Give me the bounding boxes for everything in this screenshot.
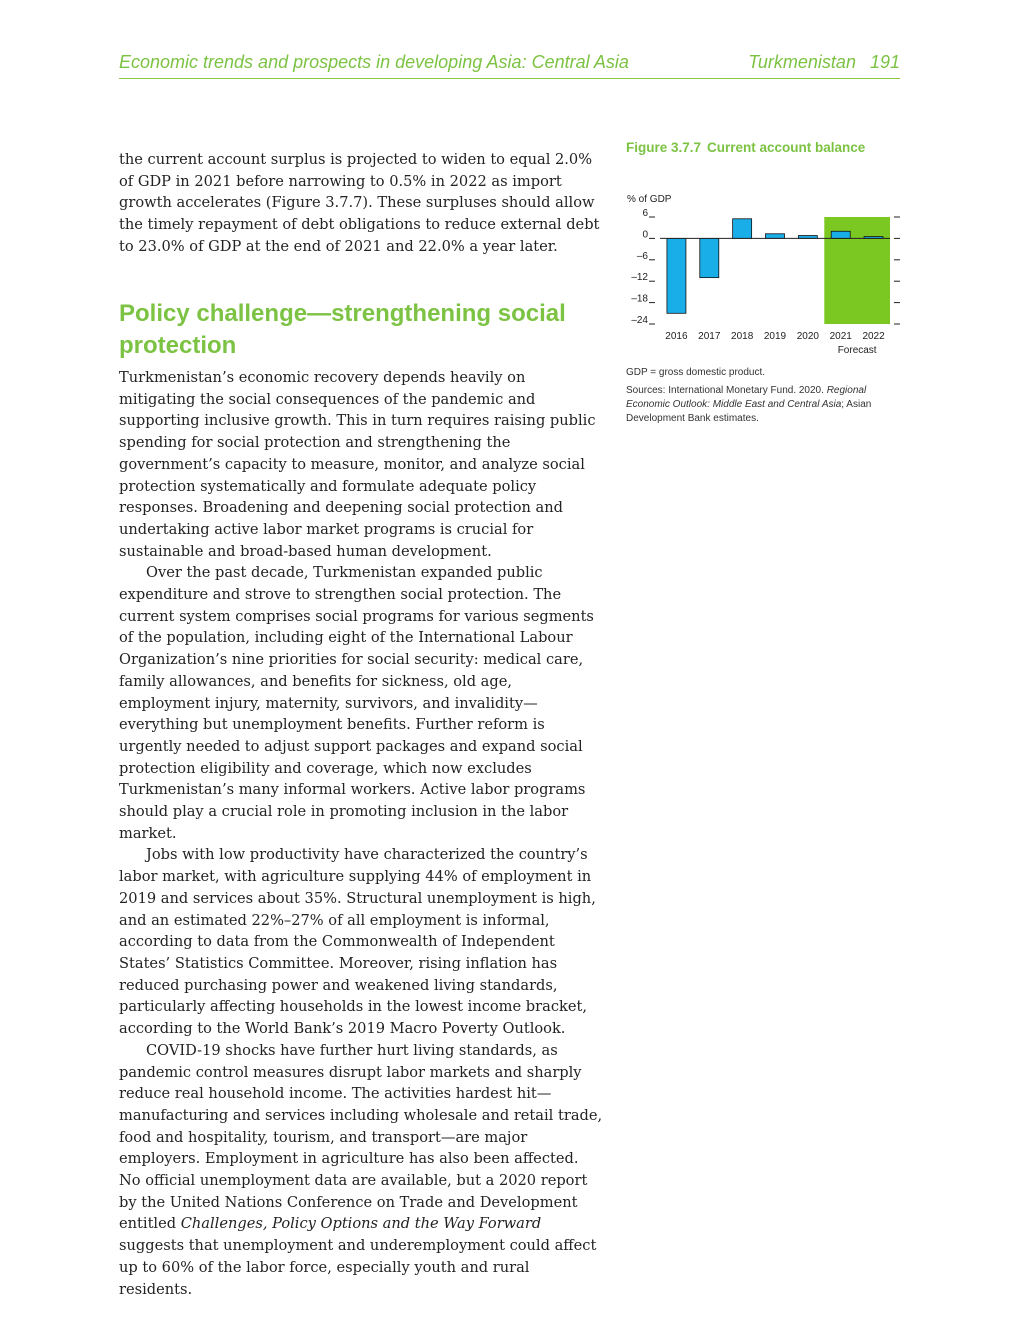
running-header-right [748,52,900,73]
x-tick-label: 2018 [731,331,754,342]
current-account-chart [626,155,901,360]
sources-title: Regional Economic Outlook: Middle East and Central Asia [626,385,867,410]
forecast-label: Forecast [837,345,877,356]
figure-number: Figure 3.7.7 [626,140,702,155]
figure-notes [626,366,901,426]
figure-3-7-7 [626,140,901,430]
intro-block [119,149,603,258]
y-tick-label: 0 [642,229,648,241]
bar-2016 [667,238,686,313]
page-number: 191 [869,52,900,72]
y-tick-label: –6 [636,250,648,262]
report-title: Challenges, Policy Options and the Way Forward [180,1215,542,1233]
para-text-after: suggests that unemployment and underemployment could affect up to 60% of the labor force, especially youth and rural residents. [119,1237,597,1298]
running-header-section: Turkmenistan [748,52,856,72]
bar-2018 [733,219,752,239]
x-tick-label: 2016 [665,331,688,342]
body-paragraph: Jobs with low productivity have characterized the country’s labor market, with agriculture supplying 44% of employment in 2019 and services about 35%. Structural unemployment is high, and an estimated 22%–27% of all employment is informal, according to data from the Commonwealth of Independent States’ Statistics Committee. Moreover, rising inflation has reduced purchasing power and weakened living standards, particularly affecting households in the lowest income bracket, according to the World Bank’s 2019 Macro Poverty Outlook. [119,846,596,1038]
figure-sources [626,384,901,426]
y-tick-label: –24 [631,315,648,326]
bar-2021 [831,231,850,238]
body-paragraph: Turkmenistan’s economic recovery depends heavily on mitigating the social consequences of the pandemic and supporting inclusive growth. This in turn requires raising public spending for social protection and strengthening the government’s capacity to measure, monitor, and analyze social protection systematically and formulate adequate policy responses. Broadening and deepening social protection and undertaking active labor market programs is crucial for sustainable and broad-based human development. [119,369,596,560]
section-body [119,298,603,1300]
body-paragraph: Over the past decade, Turkmenistan expanded public expenditure and strove to strengthen social protection. The current system comprises social programs for various segments of the population, including eight of the International Labour Organization’s nine priorities for social security: medical care, family allowances, and benefits for sickness, old age, employment injury, maternity, survivors, and invalidity—everything but unemployment benefits. Further reform is urgently needed to adjust support packages and expand social protection eligibility and coverage, which now excludes Turkmenistan’s many informal workers. Active labor programs should play a crucial role in promoting inclusion in the labor market. [119,564,594,842]
x-tick-label: 2020 [796,331,819,342]
x-tick-label: 2019 [763,331,787,342]
y-axis-label: % of GDP [627,194,672,205]
y-tick-label: –12 [631,272,648,284]
figure-title [626,140,901,155]
y-tick-label: 6 [642,208,648,219]
running-header-title: Economic trends and prospects in developing Asia: Central Asia [119,52,629,72]
figure-note: GDP = gross domestic product. [626,367,766,378]
sources-prefix: Sources: International Monetary Fund. 2020. [626,385,827,396]
y-tick-label: –18 [631,293,648,305]
x-tick-label: 2022 [862,331,885,342]
x-tick-label: 2017 [698,331,721,342]
x-tick-label: 2021 [829,331,852,342]
para-text-before: COVID-19 shocks have further hurt living standards, as pandemic control measures disrupt labor markets and sharply reduce real household income. The activities hardest hit—manufacturing and services including wholesale and retail trade, food and hospitality, tourism, and transport—are major employers. Employment in agriculture has also been affected. No official unemployment data are available, but a 2020 report by the United Nations Conference on Trade and Development entitled [119,1041,603,1233]
running-header [119,52,900,79]
figure-caption: Current account balance [707,140,866,155]
section-heading: Policy challenge—strengthening social protection [119,300,566,359]
bar-2019 [766,234,785,239]
sources-suffix: ; Asian Development Bank estimates. [626,399,872,424]
body-paragraph-last [119,1040,603,1300]
intro-paragraph: the current account surplus is projected to widen to equal 2.0% of GDP in 2021 before narrowing to 0.5% in 2022 as import growth accelerates (Figure 3.7.7). These surpluses should allow the timely repayment of debt obligations to reduce external debt to 23.0% of GDP at the end of 2021 and 22.0% a year later. [119,151,600,255]
bar-2017 [700,238,719,277]
